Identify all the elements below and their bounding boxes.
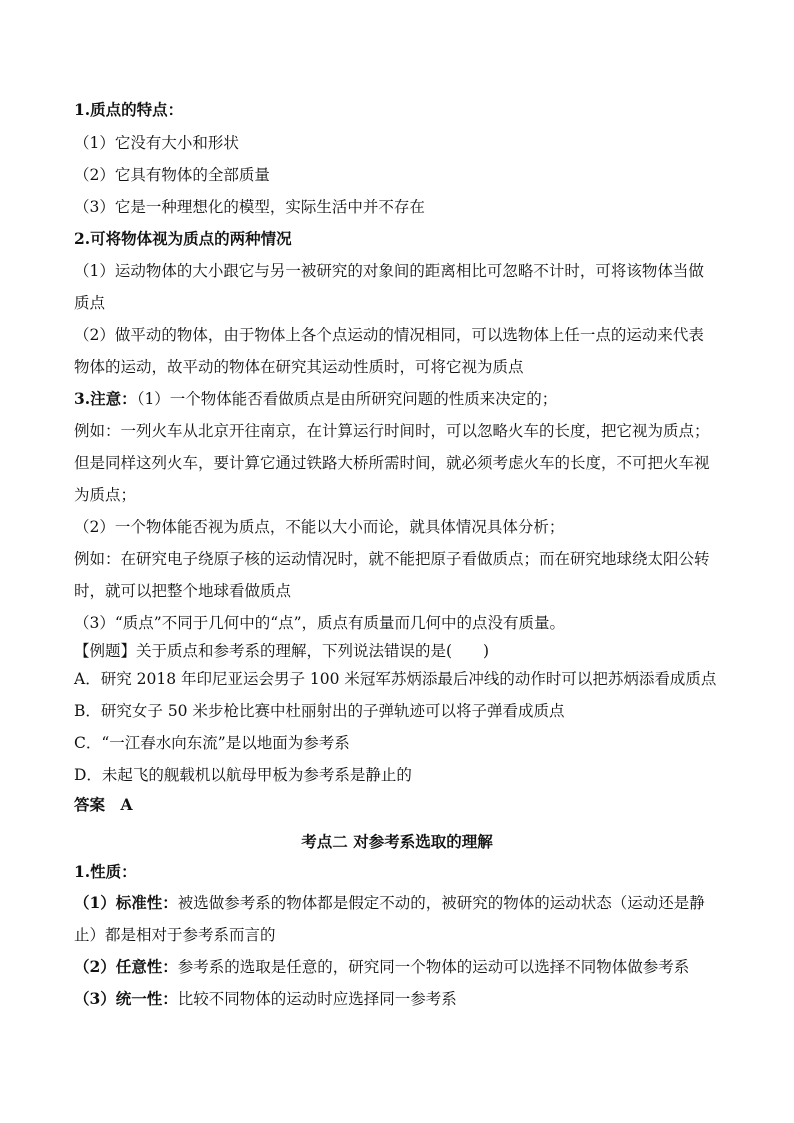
heading-particle-features: 1.质点的特点： <box>74 100 184 119</box>
example-1-line-3: 为质点； <box>74 486 137 504</box>
feature-2: （2）它具有物体的全部质量 <box>74 166 270 184</box>
note-3: （3）“质点”不同于几何中的“点”，质点有质量而几何中的点没有质量。 <box>74 614 566 632</box>
property-2 <box>74 957 734 977</box>
property-1-text: 被选做参考系的物体都是假定不动的，被研究的物体的运动状态（运动还是静 <box>177 894 705 912</box>
case-1-line-2: 质点 <box>74 294 106 312</box>
example-2-line-2: 时，就可以把整个地球看做质点 <box>74 582 292 600</box>
example-1-line-2: 但是同样这列火车，要计算它通过铁路大桥所需时间，就必须考虑火车的长度，不可把火车视 <box>74 454 710 472</box>
note-2: （2）一个物体能否视为质点，不能以大小而论，就具体情况具体分析； <box>74 518 565 536</box>
note-label: 3.注意： <box>74 389 137 408</box>
example-2-line-1: 例如：在研究电子绕原子核的运动情况时，就不能把原子看做质点；而在研究地球绕太阳公转 <box>74 550 710 568</box>
heading-two-cases: 2.可将物体视为质点的两种情况 <box>74 229 292 248</box>
feature-3: （3）它是一种理想化的模型，实际生活中并不存在 <box>74 198 425 216</box>
feature-1: （1）它没有大小和形状 <box>74 134 239 152</box>
option-d: D．未起飞的舰载机以航母甲板为参考系是静止的 <box>74 766 412 784</box>
property-3-label: （3）统一性： <box>74 989 178 1008</box>
example-1-line-1: 例如：一列火车从北京开往南京，在计算运行时间时，可以忽略火车的长度，把它视为质点； <box>74 422 710 440</box>
case-2-line-2: 物体的运动，故平动的物体在研究其运动性质时，可将它视为质点 <box>74 358 524 376</box>
option-c: C．“一江春水向东流”是以地面为参考系 <box>74 734 350 752</box>
property-3 <box>74 989 734 1009</box>
option-b: B．研究女子 50 米步枪比赛中杜丽射出的子弹轨迹可以将子弹看成质点 <box>74 702 565 720</box>
note-line <box>74 389 734 409</box>
option-a: A．研究 2018 年印尼亚运会男子 100 米冠军苏炳添最后冲线的动作时可以把苏炳添看成质点 <box>74 670 717 688</box>
case-2-line-1: （2）做平动的物体，由于物体上各个点运动的情况相同，可以选物体上任一点的运动来代表 <box>74 326 704 344</box>
property-2-label: （2）任意性： <box>74 957 178 976</box>
note-1: （1）一个物体能否看做质点是由所研究问题的性质来决定的； <box>136 390 558 408</box>
property-2-text: 参考系的选取是任意的，研究同一个物体的运动可以选择不同物体做参考系 <box>177 958 690 976</box>
property-1-label: （1）标准性： <box>74 893 178 912</box>
case-1-line-1: （1）运动物体的大小跟它与另一被研究的对象间的距离相比可忽略不计时，可将该物体当做 <box>74 262 704 280</box>
exercise-question: 【例题】关于质点和参考系的理解，下列说法错误的是( ) <box>74 642 490 660</box>
property-3-text: 比较不同物体的运动时应选择同一参考系 <box>177 990 457 1008</box>
section-title: 考点二 对参考系选取的理解 <box>301 832 493 851</box>
property-1-line-1 <box>74 893 734 913</box>
answer: 答案 A <box>74 795 133 814</box>
property-1-line-2: 止）都是相对于参考系而言的 <box>74 926 276 944</box>
heading-properties: 1.性质： <box>74 862 137 881</box>
